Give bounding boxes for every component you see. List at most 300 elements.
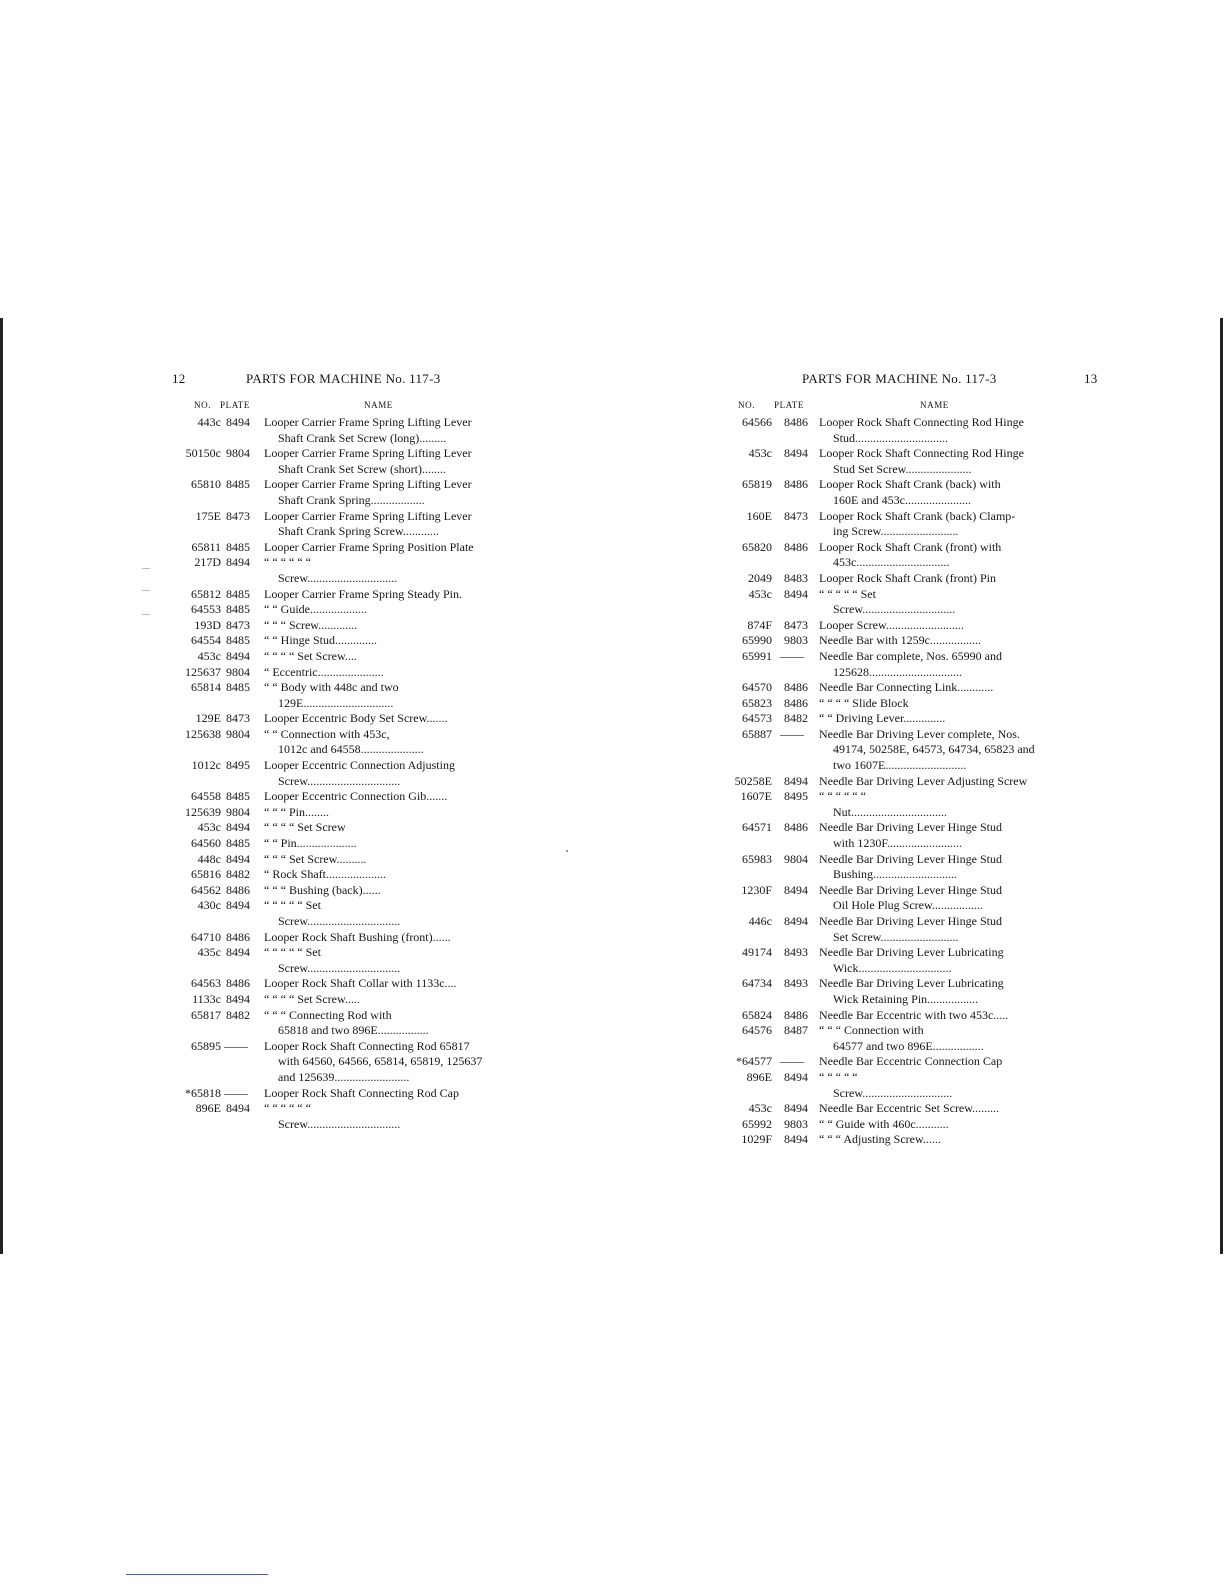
plate-number: 8482 bbox=[784, 711, 808, 726]
part-name bbox=[264, 618, 502, 634]
part-number: 65810 bbox=[191, 477, 221, 492]
plate-number: 8485 bbox=[226, 680, 250, 695]
part-name bbox=[264, 992, 502, 1008]
part-number: 217D bbox=[194, 555, 221, 570]
part-name-line: Stud............................... bbox=[833, 430, 949, 445]
column-header-name: NAME bbox=[920, 400, 949, 410]
table-row bbox=[732, 1023, 1062, 1054]
part-name-line: Shaft Crank Spring.................. bbox=[278, 492, 425, 507]
table-row bbox=[732, 509, 1062, 540]
table-row bbox=[172, 820, 504, 836]
table-row bbox=[172, 1101, 504, 1132]
part-number: 175E bbox=[195, 508, 221, 523]
part-name bbox=[264, 976, 502, 992]
part-name bbox=[819, 477, 1060, 508]
part-name bbox=[819, 883, 1060, 914]
part-name-line: Looper Rock Shaft Connecting Rod Cap bbox=[264, 1085, 459, 1100]
left-column-headers bbox=[172, 398, 504, 415]
plate-number: 8494 bbox=[784, 1069, 808, 1084]
table-row bbox=[172, 618, 504, 634]
part-name-line: Looper Carrier Frame Spring Steady Pin. bbox=[264, 586, 462, 601]
table-row bbox=[732, 571, 1062, 587]
part-name bbox=[819, 415, 1060, 446]
part-name bbox=[819, 914, 1060, 945]
table-row bbox=[732, 914, 1062, 945]
column-header-plate: PLATE bbox=[774, 400, 804, 410]
part-name-line: “ “ Pin.................... bbox=[264, 836, 357, 851]
part-name bbox=[819, 649, 1060, 680]
part-name-line: Needle Bar Connecting Link............ bbox=[819, 680, 994, 695]
part-name-line: 49174, 50258E, 64573, 64734, 65823 and bbox=[833, 742, 1035, 757]
table-row bbox=[172, 976, 504, 992]
table-row bbox=[732, 727, 1062, 774]
part-number: 65811 bbox=[191, 539, 221, 554]
plate-number: —— bbox=[224, 1085, 248, 1100]
plate-number: 8473 bbox=[226, 711, 250, 726]
table-row bbox=[172, 415, 504, 446]
part-name-line: 64577 and two 896E................. bbox=[833, 1038, 984, 1053]
part-name-line: 129E.............................. bbox=[278, 695, 394, 710]
plate-number: 8494 bbox=[226, 1101, 250, 1116]
plate-number: 8485 bbox=[226, 633, 250, 648]
part-name-line: “ “ “ “ Set Screw.... bbox=[264, 648, 357, 663]
right-page-number: 13 bbox=[1084, 371, 1098, 386]
part-name-line: Shaft Crank Set Screw (short)........ bbox=[278, 461, 446, 476]
plate-number: 9804 bbox=[226, 446, 250, 461]
table-row bbox=[172, 930, 504, 946]
part-name bbox=[264, 587, 502, 603]
table-row bbox=[172, 665, 504, 681]
part-name bbox=[264, 867, 502, 883]
table-row bbox=[732, 1054, 1062, 1070]
table-row bbox=[172, 540, 504, 556]
part-name-line: “ “ “ “ “ Set bbox=[819, 586, 876, 601]
right-page-title: PARTS FOR MACHINE No. 117-3 bbox=[802, 371, 997, 386]
part-name-line: “ “ “ Bushing (back)...... bbox=[264, 882, 381, 897]
part-number: 64560 bbox=[191, 836, 221, 851]
plate-number: 8473 bbox=[784, 508, 808, 523]
table-row bbox=[732, 711, 1062, 727]
part-number: 65990 bbox=[742, 633, 772, 648]
table-row bbox=[172, 992, 504, 1008]
plate-number: —— bbox=[780, 726, 804, 741]
part-number: 64558 bbox=[191, 789, 221, 804]
part-name bbox=[264, 649, 502, 665]
part-name bbox=[264, 758, 502, 789]
part-name-line: “ “ “ “ “ “ bbox=[264, 1101, 311, 1116]
part-number: 446c bbox=[748, 914, 772, 928]
part-number: 65991 bbox=[742, 648, 772, 663]
plate-number: 8486 bbox=[784, 820, 808, 835]
plate-number: 8486 bbox=[784, 539, 808, 554]
part-number: 65820 bbox=[742, 539, 772, 554]
part-name-line: Looper Carrier Frame Spring Lifting Lever bbox=[264, 477, 472, 492]
part-name-line: Needle Bar Driving Lever Adjusting Screw bbox=[819, 773, 1028, 788]
table-row bbox=[172, 836, 504, 852]
part-name bbox=[819, 1132, 1060, 1148]
part-number: 65992 bbox=[742, 1116, 772, 1131]
plate-number: 8486 bbox=[784, 695, 808, 710]
table-row bbox=[172, 789, 504, 805]
plate-number: 8485 bbox=[226, 789, 250, 804]
part-name-line: Looper Rock Shaft Connecting Rod Hinge bbox=[819, 446, 1024, 461]
plate-number: 8486 bbox=[226, 929, 250, 944]
part-number: 896E bbox=[746, 1069, 772, 1084]
part-name bbox=[264, 945, 502, 976]
table-row bbox=[172, 446, 504, 477]
part-name bbox=[264, 836, 502, 852]
plate-number: 8486 bbox=[784, 1007, 808, 1022]
part-name-line: Looper Rock Shaft Collar with 1133c.... bbox=[264, 976, 457, 991]
plate-number: 8494 bbox=[784, 1101, 808, 1116]
part-number: 64710 bbox=[191, 929, 221, 944]
part-name-line: two 1607E........................... bbox=[833, 758, 967, 773]
part-number: 65812 bbox=[191, 586, 221, 601]
plate-number: 8494 bbox=[226, 898, 250, 913]
part-number: 64566 bbox=[742, 415, 772, 429]
part-name-line: “ “ Guide................... bbox=[264, 602, 367, 617]
plate-number: —— bbox=[224, 1038, 248, 1053]
table-row bbox=[172, 477, 504, 508]
part-number: 64571 bbox=[742, 820, 772, 835]
table-row bbox=[172, 680, 504, 711]
part-number: 65819 bbox=[742, 477, 772, 492]
part-name bbox=[819, 1008, 1060, 1024]
plate-number: 8494 bbox=[784, 914, 808, 928]
table-row bbox=[172, 727, 504, 758]
part-number: 65983 bbox=[742, 851, 772, 866]
part-name-line: “ “ Connection with 453c, bbox=[264, 726, 390, 741]
part-name-line: Stud Set Screw...................... bbox=[833, 461, 972, 476]
part-name-line: Shaft Crank Set Screw (long)......... bbox=[278, 430, 447, 445]
plate-number: 8494 bbox=[784, 586, 808, 601]
left-page-number: 12 bbox=[172, 371, 186, 386]
part-name-line: Nut................................ bbox=[833, 804, 947, 819]
part-name bbox=[819, 446, 1060, 477]
part-name-line: Screw.............................. bbox=[833, 1085, 953, 1100]
part-number: 448c bbox=[197, 851, 221, 866]
part-name-line: “ “ “ Adjusting Screw...... bbox=[819, 1132, 941, 1147]
right-parts-list bbox=[732, 415, 1062, 1148]
plate-number: 8494 bbox=[784, 446, 808, 461]
part-number: 65817 bbox=[191, 1007, 221, 1022]
part-name-line: “ “ “ “ “ “ bbox=[264, 555, 311, 570]
table-row bbox=[172, 867, 504, 883]
plate-number: 8495 bbox=[784, 789, 808, 804]
part-name-line: Needle Bar Driving Lever complete, Nos. bbox=[819, 726, 1020, 741]
plate-number: 8473 bbox=[226, 508, 250, 523]
part-name bbox=[819, 1023, 1060, 1054]
plate-number: 9803 bbox=[784, 1116, 808, 1131]
part-name bbox=[819, 540, 1060, 571]
table-row bbox=[172, 852, 504, 868]
part-name-line: 1012c and 64558..................... bbox=[278, 742, 424, 757]
part-name-line: Bushing............................ bbox=[833, 867, 958, 882]
part-name-line: Screw.............................. bbox=[278, 570, 398, 585]
part-name-line: Looper Rock Shaft Crank (back) with bbox=[819, 477, 1001, 492]
table-row bbox=[172, 883, 504, 899]
part-name-line: “ “ “ Screw............. bbox=[264, 617, 358, 632]
part-name-line: Needle Bar complete, Nos. 65990 and bbox=[819, 648, 1002, 663]
part-name-line: Screw............................... bbox=[833, 602, 956, 617]
part-name-line: Screw............................... bbox=[278, 1116, 401, 1131]
part-name-line: “ “ “ “ Set Screw..... bbox=[264, 991, 360, 1006]
part-number: 64562 bbox=[191, 882, 221, 897]
table-row bbox=[732, 633, 1062, 649]
part-name bbox=[819, 852, 1060, 883]
scan-specks bbox=[142, 562, 156, 632]
table-row bbox=[172, 649, 504, 665]
part-number: 193D bbox=[194, 617, 221, 632]
part-name-line: “ Eccentric...................... bbox=[264, 664, 384, 679]
part-number: 65814 bbox=[191, 680, 221, 695]
part-number: 1133c bbox=[192, 991, 221, 1006]
table-row bbox=[732, 1117, 1062, 1133]
table-row bbox=[172, 587, 504, 603]
part-name bbox=[264, 820, 502, 836]
part-name-line: Shaft Crank Spring Screw............ bbox=[278, 524, 439, 539]
plate-number: 8486 bbox=[784, 477, 808, 492]
plate-number: 8473 bbox=[226, 617, 250, 632]
part-name-line: Screw............................... bbox=[278, 960, 401, 975]
part-number: 64573 bbox=[742, 711, 772, 726]
right-page-header bbox=[732, 368, 1098, 398]
part-number: 453c bbox=[197, 648, 221, 663]
part-number: 453c bbox=[748, 586, 772, 601]
plate-number: —— bbox=[780, 648, 804, 663]
table-row bbox=[732, 415, 1062, 446]
part-name-line: “ “ “ Set Screw.......... bbox=[264, 851, 367, 866]
part-name-line: Needle Bar Eccentric Set Screw......... bbox=[819, 1101, 1000, 1116]
table-row bbox=[732, 477, 1062, 508]
part-number: 64554 bbox=[191, 633, 221, 648]
part-name-line: 65818 and two 896E................. bbox=[278, 1023, 429, 1038]
plate-number: —— bbox=[780, 1054, 804, 1069]
part-name bbox=[264, 509, 502, 540]
part-name-line: Looper Rock Shaft Crank (front) with bbox=[819, 539, 1002, 554]
table-row bbox=[732, 587, 1062, 618]
part-name-line: Needle Bar Driving Lever Lubricating bbox=[819, 945, 1004, 960]
part-name bbox=[819, 587, 1060, 618]
part-name bbox=[264, 477, 502, 508]
part-name bbox=[819, 789, 1060, 820]
part-name bbox=[819, 727, 1060, 774]
plate-number: 8486 bbox=[784, 415, 808, 429]
part-name-line: “ “ “ “ Slide Block bbox=[819, 695, 909, 710]
part-number: 129E bbox=[195, 711, 221, 726]
table-row bbox=[732, 540, 1062, 571]
part-name-line: “ “ Guide with 460c........... bbox=[819, 1116, 949, 1131]
part-name bbox=[264, 711, 502, 727]
part-number: 453c bbox=[748, 1101, 772, 1116]
part-name-line: with 64560, 64566, 65814, 65819, 125637 bbox=[278, 1054, 483, 1069]
part-number: *65818 bbox=[185, 1085, 221, 1100]
plate-number: 8494 bbox=[226, 415, 250, 429]
table-row bbox=[172, 1039, 504, 1086]
table-row bbox=[172, 602, 504, 618]
part-name bbox=[264, 805, 502, 821]
part-name-line: Looper Rock Shaft Connecting Rod 65817 bbox=[264, 1038, 470, 1053]
scan-dot bbox=[566, 850, 568, 852]
plate-number: 9804 bbox=[784, 851, 808, 866]
part-name bbox=[819, 976, 1060, 1007]
part-name-line: Needle Bar Eccentric with two 453c..... bbox=[819, 1007, 1009, 1022]
plate-number: 8494 bbox=[784, 1132, 808, 1147]
plate-number: 8485 bbox=[226, 477, 250, 492]
part-name-line: Oil Hole Plug Screw................. bbox=[833, 898, 983, 913]
table-row bbox=[172, 633, 504, 649]
plate-number: 8485 bbox=[226, 836, 250, 851]
part-name bbox=[819, 509, 1060, 540]
part-name-line: Looper Rock Shaft Bushing (front)...... bbox=[264, 929, 451, 944]
part-number: 125637 bbox=[185, 664, 221, 679]
part-name bbox=[264, 1101, 502, 1132]
part-name bbox=[819, 571, 1060, 587]
part-name-line: Needle Bar with 1259c................. bbox=[819, 633, 981, 648]
part-name bbox=[264, 1086, 502, 1102]
table-row bbox=[172, 758, 504, 789]
part-name-line: Looper Screw.......................... bbox=[819, 617, 964, 632]
table-row bbox=[732, 945, 1062, 976]
table-row bbox=[172, 805, 504, 821]
table-row bbox=[732, 852, 1062, 883]
plate-number: 8494 bbox=[784, 773, 808, 788]
part-name-line: Looper Carrier Frame Spring Lifting Lever bbox=[264, 415, 472, 429]
part-name bbox=[819, 680, 1060, 696]
part-name-line: Screw............................... bbox=[278, 914, 401, 928]
part-number: 435c bbox=[197, 945, 221, 960]
part-name-line: “ “ “ “ “ “ bbox=[819, 789, 866, 804]
part-name-line: Set Screw.......................... bbox=[833, 929, 959, 944]
part-number: 65816 bbox=[191, 867, 221, 882]
part-number: 430c bbox=[197, 898, 221, 913]
part-number: 64570 bbox=[742, 680, 772, 695]
bottom-rule bbox=[126, 1574, 268, 1575]
part-name bbox=[264, 1008, 502, 1039]
part-name bbox=[264, 602, 502, 618]
part-name-line: Looper Eccentric Body Set Screw....... bbox=[264, 711, 448, 726]
right-page bbox=[732, 368, 1098, 1148]
table-row bbox=[732, 976, 1062, 1007]
part-name bbox=[819, 820, 1060, 851]
table-row bbox=[172, 711, 504, 727]
part-name-line: “ Rock Shaft.................... bbox=[264, 867, 386, 882]
part-name-line: Looper Carrier Frame Spring Lifting Lever bbox=[264, 508, 472, 523]
table-row bbox=[732, 1132, 1062, 1148]
part-name-line: Looper Carrier Frame Spring Position Plate bbox=[264, 539, 474, 554]
scan-edge-left bbox=[0, 318, 3, 1254]
part-number: 1012c bbox=[191, 758, 221, 773]
column-header-no: NO. bbox=[738, 400, 756, 410]
part-name-line: Needle Bar Driving Lever Hinge Stud bbox=[819, 914, 1002, 928]
left-page-header bbox=[172, 368, 504, 398]
column-header-plate: PLATE bbox=[220, 400, 250, 410]
table-row bbox=[732, 649, 1062, 680]
table-row bbox=[732, 446, 1062, 477]
part-number: 125639 bbox=[185, 804, 221, 819]
left-parts-list bbox=[172, 415, 504, 1132]
part-name-line: and 125639......................... bbox=[278, 1069, 410, 1084]
part-number: 1029F bbox=[741, 1132, 772, 1147]
part-name bbox=[264, 883, 502, 899]
part-name bbox=[264, 789, 502, 805]
part-name bbox=[819, 1101, 1060, 1117]
part-name-line: Wick Retaining Pin................. bbox=[833, 991, 979, 1006]
table-row bbox=[732, 618, 1062, 634]
plate-number: 8494 bbox=[784, 882, 808, 897]
part-number: 50258E bbox=[734, 773, 772, 788]
plate-number: 9804 bbox=[226, 804, 250, 819]
plate-number: 8494 bbox=[226, 648, 250, 663]
plate-number: 8485 bbox=[226, 602, 250, 617]
part-name-line: 453c............................... bbox=[833, 555, 950, 570]
part-name-line: Looper Rock Shaft Crank (front) Pin bbox=[819, 570, 996, 585]
part-number: 50150c bbox=[185, 446, 221, 461]
part-name bbox=[264, 680, 502, 711]
table-row bbox=[172, 1086, 504, 1102]
table-row bbox=[172, 945, 504, 976]
left-page bbox=[172, 368, 504, 1132]
plate-number: 8494 bbox=[226, 851, 250, 866]
part-number: 125638 bbox=[185, 726, 221, 741]
table-row bbox=[172, 509, 504, 540]
part-number: 65895 bbox=[191, 1038, 221, 1053]
part-name-line: Looper Rock Shaft Crank (back) Clamp- bbox=[819, 508, 1016, 523]
part-name bbox=[264, 852, 502, 868]
table-row bbox=[732, 680, 1062, 696]
part-name-line: “ “ “ Pin........ bbox=[264, 804, 329, 819]
plate-number: 9803 bbox=[784, 633, 808, 648]
plate-number: 9804 bbox=[226, 664, 250, 679]
plate-number: 8494 bbox=[226, 555, 250, 570]
part-number: 874F bbox=[747, 617, 772, 632]
table-row bbox=[172, 898, 504, 929]
part-number: 2049 bbox=[748, 570, 772, 585]
part-number: 64576 bbox=[742, 1023, 772, 1038]
table-row bbox=[732, 820, 1062, 851]
part-name-line: Needle Bar Driving Lever Hinge Stud bbox=[819, 851, 1002, 866]
part-name-line: Looper Carrier Frame Spring Lifting Lever bbox=[264, 446, 472, 461]
part-name bbox=[264, 727, 502, 758]
plate-number: 8483 bbox=[784, 570, 808, 585]
plate-number: 8486 bbox=[226, 882, 250, 897]
plate-number: 8494 bbox=[226, 991, 250, 1006]
part-number: 1607E bbox=[740, 789, 772, 804]
column-header-name: NAME bbox=[364, 400, 393, 410]
part-name-line: Looper Eccentric Connection Gib....... bbox=[264, 789, 448, 804]
part-number: *64577 bbox=[736, 1054, 772, 1069]
part-number: 65887 bbox=[742, 726, 772, 741]
part-name-line: Needle Bar Driving Lever Lubricating bbox=[819, 976, 1004, 991]
part-name-line: 125628............................... bbox=[833, 664, 962, 679]
plate-number: 8487 bbox=[784, 1023, 808, 1038]
part-number: 1230F bbox=[741, 882, 772, 897]
part-name-line: Looper Rock Shaft Connecting Rod Hinge bbox=[819, 415, 1024, 429]
table-row bbox=[172, 555, 504, 586]
table-row bbox=[732, 774, 1062, 790]
part-name bbox=[819, 945, 1060, 976]
plate-number: 8486 bbox=[226, 976, 250, 991]
part-name bbox=[264, 555, 502, 586]
part-name bbox=[819, 633, 1060, 649]
part-name-line: “ “ “ “ Set Screw bbox=[264, 820, 346, 835]
part-name bbox=[264, 415, 502, 446]
table-row bbox=[172, 1008, 504, 1039]
part-name-line: Looper Eccentric Connection Adjusting bbox=[264, 758, 455, 773]
plate-number: 8485 bbox=[226, 539, 250, 554]
left-page-title: PARTS FOR MACHINE No. 117-3 bbox=[246, 371, 441, 386]
part-number: 49174 bbox=[742, 945, 772, 960]
